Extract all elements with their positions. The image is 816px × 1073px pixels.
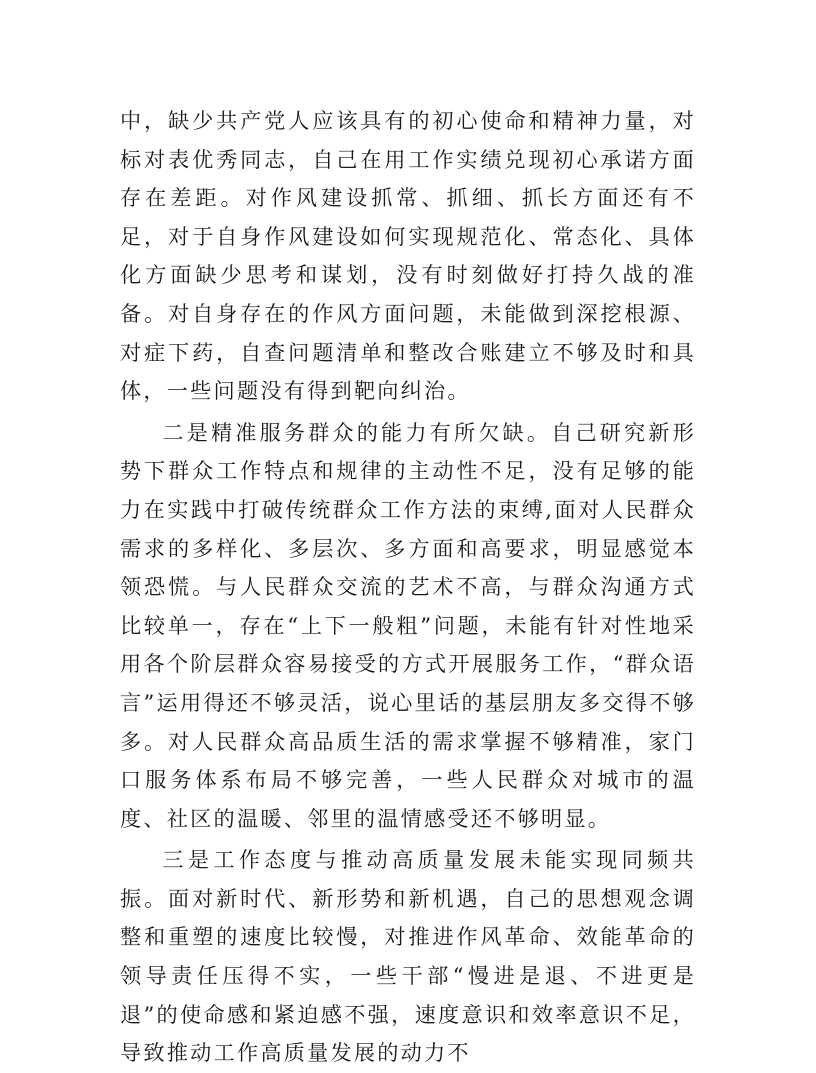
paragraph-continuation: 中，缺少共产党人应该具有的初心使命和精神力量，对标对表优秀同志，自己在用工作实绩兑现初心承诺方面存在差距。对作风建设抓常、抓细、抓长方面还有不足，对于自身作风建设如何实现规范化、常态化、具体化方面缺少思考和谋划，没有时刻做好打持久战的准备。对自身存在的作风方面问题，未能做到深挖根源、对症下药，自查问题清单和整改合账建立不够及时和具体，一些问题没有得到靶向纠治。 bbox=[120, 108, 696, 404]
paragraph-point-three: 三是工作态度与推动高质量发展未能实现同频共振。面对新时代、新形势和新机遇，自己的思想观念调整和重塑的速度比较慢，对推进作风革命、效能革命的领导责任压得不实，一些干部“慢进是退、不进更是退”的使命感和紧迫感不强，速度意识和效率意识不足，导致推动工作高质量发展的动力不 bbox=[120, 847, 696, 1066]
paragraph-point-two: 二是精准服务群众的能力有所欠缺。自己研究新形势下群众工作特点和规律的主动性不足，没有足够的能力在实践中打破传统群众工作方法的束缚,面对人民群众需求的多样化、多层次、多方面和高要求，明显感觉本领恐慌。与人民群众交流的艺术不高，与群众沟通方式比较单一，存在“上下一般粗”问题，未能有针对性地采用各个阶层群众容易接受的方式开展服务工作，“群众语言”运用得还不够灵活，说心里话的基层朋友多交得不够多。对人民群众高品质生活的需求掌握不够精准，家门口服务体系布局不够完善，一些人民群众对城市的温度、社区的温暖、邻里的温情感受还不够明显。 bbox=[120, 419, 696, 831]
document-body bbox=[120, 102, 696, 1073]
